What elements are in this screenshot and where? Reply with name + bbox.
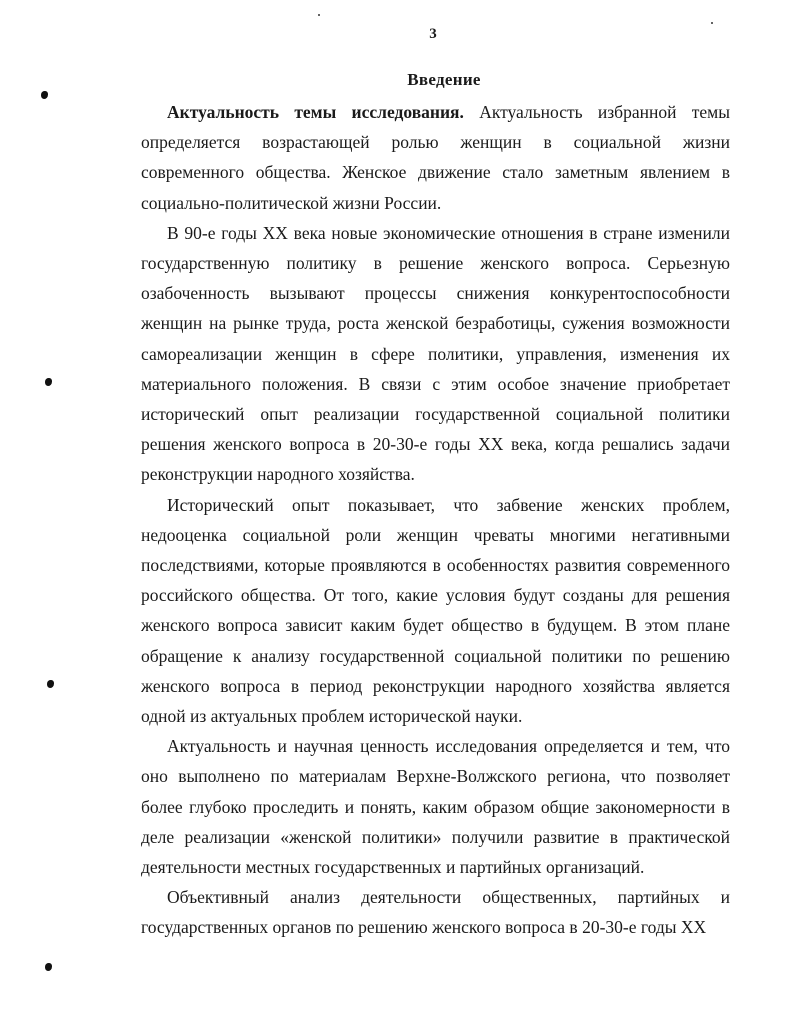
binding-hole-mark bbox=[41, 91, 48, 99]
scan-speck bbox=[318, 14, 320, 16]
binding-hole-mark bbox=[45, 378, 52, 386]
page-number: 3 bbox=[429, 26, 437, 42]
scan-speck bbox=[711, 22, 713, 24]
paragraph bbox=[141, 490, 730, 732]
paragraph-text: В 90-е годы XX века новые экономические отношения в стране изменили государственную политику в решение женского вопроса. Серьезную озабоченность вызывают процессы снижения конкурентоспособности женщин на рынке труда, роста женской безработицы, сужения возможности самореализации женщин в сфере политики, управления, изменения их материального положения. В связи с этим особое значение приобретает исторический опыт реализации государственной социальной политики решения женского вопроса в 20-30-е годы XX века, когда решались задачи реконструкции народного хозяйства. bbox=[141, 222, 730, 485]
section-heading: Введение bbox=[407, 70, 481, 89]
binding-hole-mark bbox=[45, 963, 52, 971]
paragraph-text: Объективный анализ деятельности общественных, партийных и государственных органов по решению женского вопроса в 20-30-е годы XX bbox=[141, 887, 730, 938]
paragraph bbox=[141, 882, 730, 942]
paragraph bbox=[141, 731, 730, 882]
paragraph-lead: Актуальность темы исследования. bbox=[167, 102, 464, 122]
paragraph-text: Актуальность избранной темы определяется возрастающей ролью женщин в социальной жизни современного общества. Женское движение стало заметным явлением в социально-политической жизни России. bbox=[141, 102, 730, 213]
body-text bbox=[141, 97, 730, 943]
binding-hole-mark bbox=[47, 680, 54, 688]
paragraph-text: Исторический опыт показывает, что забвение женских проблем, недооценка социальной роли женщин чреваты многими негативными последствиями, которые проявляются в особенностях развития современного российского общества. От того, какие условия будут созданы для решения женского вопроса зависит каким будет общество в будущем. В этом плане обращение к анализу государственной социальной политики по решению женского вопроса в период реконструкции народного хозяйства является одной из актуальных проблем исторической науки. bbox=[141, 494, 730, 727]
paragraph-text: Актуальность и научная ценность исследования определяется и тем, что оно выполнено по материалам Верхне-Волжского региона, что позволяет более глубоко проследить и понять, каким образом общие закономерности в деле реализации «женской политики» получили развитие в практической деятельности местных государственных и партийных организаций. bbox=[141, 736, 730, 878]
paragraph bbox=[141, 97, 730, 218]
paragraph bbox=[141, 218, 730, 490]
